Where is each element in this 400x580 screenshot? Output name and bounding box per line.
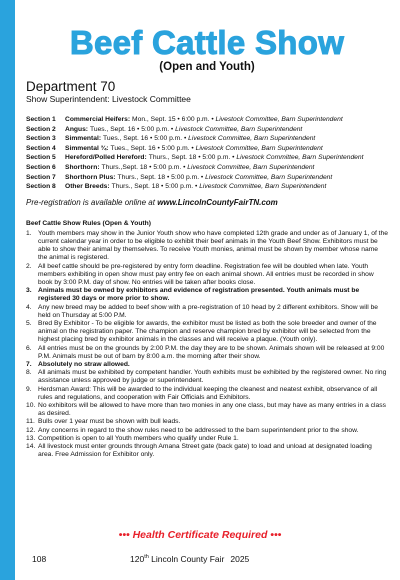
- section-separator: •: [182, 135, 189, 143]
- prereg-url[interactable]: www.LincolnCountyFairTN.com: [157, 197, 278, 207]
- rule-item: [26, 320, 388, 345]
- rule-item: [26, 304, 388, 320]
- section-schedule: Mon., Sept. 15 • 6:00 p.m.: [132, 116, 210, 123]
- rule-item: [26, 287, 388, 303]
- section-committee: Livestock Committee, Barn Superintendent: [175, 125, 303, 133]
- page-title: Beef Cattle Show: [69, 24, 345, 61]
- rule-number: 3.: [26, 287, 32, 295]
- rule-item: [26, 361, 388, 369]
- section-schedule: Thurs., Sept. 18 • 5:00 p.m.: [117, 173, 200, 181]
- health-certificate-note: ••• Health Certificate Required •••: [118, 529, 282, 541]
- section-number: Section 4: [26, 144, 56, 152]
- rule-item: [26, 263, 388, 288]
- rule-number: 13.: [26, 434, 36, 442]
- rule-text: Absolutely no straw allowed.: [38, 361, 130, 368]
- section-committee: Livestock Committee, Barn Superintendent: [199, 183, 327, 191]
- rule-item: [26, 418, 388, 426]
- rule-item: [26, 443, 388, 459]
- rule-item: [26, 386, 388, 402]
- section-row: [26, 115, 388, 125]
- section-breed: Other Breeds:: [65, 183, 110, 191]
- section-schedule: Thurs., Sept. 18 • 5:00 p.m.: [111, 183, 194, 191]
- rule-number: 6.: [26, 344, 32, 352]
- section-committee: Livestock Committee, Barn Superintendent: [188, 135, 316, 143]
- section-row: [26, 153, 388, 163]
- section-row: [26, 125, 388, 135]
- rule-text: Bred By Exhibitor - To be eligible for awards, the exhibitor must be listed as both the sole breeder and owner of the animal on the registration paper. The champion and reserve champion bred by exhibitor will be selected from the highest placing bred by exhibitor animals in the classes and will receive a plaque. (Youth only).: [38, 319, 377, 344]
- rule-text: No exhibitors will be allowed to have more than two monies in any one class, but may have as many entries in a class as desired.: [38, 402, 386, 418]
- page-number: 108: [32, 554, 47, 564]
- section-separator: •: [230, 154, 237, 162]
- section-schedule: Tues., Sept. 16 • 5:00 p.m.: [90, 125, 170, 133]
- rule-number: 7.: [26, 361, 32, 368]
- page-subtitle: (Open and Youth): [159, 61, 255, 73]
- section-separator: •: [199, 173, 206, 181]
- section-separator: •: [169, 125, 176, 133]
- section-row: [26, 144, 388, 154]
- rule-number: 1.: [26, 229, 32, 237]
- rule-text: All entries must be on the grounds by 2:00 P.M. the day they are to be shown. Animals shown will be released at 9:00 P.M. Animals must be out of barn by 8:00 a.m. the morning after their show.: [38, 344, 385, 360]
- rule-item: [26, 230, 388, 263]
- rules-title: Beef Cattle Show Rules (Open & Youth): [26, 219, 151, 227]
- rule-text: Animals must be owned by exhibitors and evidence of registration presented. Youth animals must be registered 30 days or more prior to show.: [38, 287, 360, 303]
- rule-text: All animals must be exhibited by competent handler. Youth exhibits must be exhibited by the registered owner. No ring assistance unless approved by judge or superintendent.: [38, 369, 387, 385]
- page-edge-bar: [0, 0, 15, 580]
- section-row: [26, 163, 388, 173]
- rule-number: 11.: [26, 418, 35, 426]
- section-separator: •: [189, 144, 196, 152]
- prereg-text: Pre-registration is available online at: [26, 197, 158, 207]
- rule-number: 9.: [26, 385, 32, 393]
- rule-number: 4.: [26, 303, 32, 311]
- section-breed: Hereford/Polled Hereford:: [65, 154, 147, 162]
- rule-item: [26, 369, 388, 385]
- section-breed: Angus:: [65, 125, 89, 133]
- section-number: Section 7: [26, 173, 56, 181]
- rules-list: [26, 230, 388, 460]
- rule-number: 12.: [26, 426, 36, 434]
- rule-text: Herdsman Award: This will be awarded to the individual keeping the cleanest and neatest exhibit, observance of all rules and regulations, and cooperation with Fair Officials and Exhibitors.: [38, 385, 378, 401]
- fair-year: 2025: [230, 554, 250, 564]
- section-schedule: Thurs.,Sept. 18 • 5:00 p.m.: [101, 163, 182, 171]
- rule-number: 5.: [26, 319, 32, 327]
- rule-item: [26, 435, 388, 443]
- rule-item: [26, 345, 388, 361]
- rule-text: All beef cattle should be pre-registered by entry form deadline. Registration fee will be doubled when late. Youth members exhibiting in open show must pay entry fee on each animal shown. All entries must be recorded in show book by 3:00 P.M. day of show. No entries will be taken after books close.: [38, 262, 374, 286]
- preregistration-note: [26, 198, 388, 207]
- rule-number: 10.: [26, 402, 36, 410]
- fair-name: [130, 554, 249, 564]
- rule-number: 14.: [26, 443, 36, 451]
- section-schedule: Tues., Sept. 16 • 5:00 p.m.: [110, 144, 190, 152]
- section-separator: •: [193, 183, 200, 191]
- section-row: [26, 182, 388, 192]
- section-number: Section 6: [26, 163, 56, 171]
- section-number: Section 1: [26, 116, 56, 123]
- section-breed: Simmental ¾:: [65, 144, 109, 152]
- rule-text: All livestock must enter grounds through Amana Street gate (back gate) to load and unload at designated loading area. Free Admission for Exhibitor only.: [38, 443, 372, 459]
- section-breed: Shorthorn Plus:: [65, 173, 116, 181]
- section-committee: Livestock Committee, Barn Superintendent: [187, 163, 315, 171]
- section-number: Section 2: [26, 125, 56, 133]
- section-committee: Livestock Committee, Barn Superintendent: [195, 144, 323, 152]
- section-breed: Simmental:: [65, 135, 102, 143]
- rule-text: Competition is open to all Youth members who qualify under Rule 1.: [38, 434, 239, 442]
- rule-text: Youth members may show in the Junior Youth show who have completed 12th grade and under as of January 1, of the current calendar year in order to be eligible to exhibit their beef animals in the Youth Beef Show. Exhibitors must be able to show their animal by themselves. To receive Youth monies, animal must be shown by member whose name the animal is registered.: [38, 229, 388, 262]
- section-number: Section 8: [26, 183, 56, 191]
- section-number: Section 3: [26, 135, 56, 143]
- fair-title: Lincoln County Fair: [148, 554, 225, 564]
- section-row: [26, 173, 388, 183]
- section-separator: •: [181, 163, 188, 171]
- section-committee: Livestock Committee, Barn Superintendent: [215, 116, 343, 123]
- section-separator: •: [209, 116, 216, 123]
- section-breed: Commercial Heifers:: [65, 116, 131, 123]
- rule-text: Any concerns in regard to the show rules need to be addressed to the barn superintendent prior to the show.: [38, 426, 359, 434]
- rule-text: Bulls over 1 year must be shown with bull leads.: [38, 418, 181, 426]
- fair-ordinal: th: [144, 554, 149, 561]
- sections-list: [26, 115, 388, 192]
- section-schedule: Thurs., Sept. 18 • 5:00 p.m.: [148, 154, 231, 162]
- show-superintendent: Show Superintendent: Livestock Committee: [26, 94, 191, 104]
- section-committee: Livestock Committee, Barn Superintendent: [236, 154, 364, 162]
- page-content: [26, 0, 388, 459]
- rule-number: 8.: [26, 369, 32, 377]
- rule-text: Any new breed may be added to beef show with a pre-registration of 10 head by 2 different exhibitors. Show will be held on Thursday at 5:00 P.M.: [38, 303, 379, 319]
- section-number: Section 5: [26, 154, 56, 162]
- fair-number: 120: [130, 554, 145, 564]
- rule-number: 2.: [26, 262, 32, 270]
- rule-item: [26, 402, 388, 418]
- section-committee: Livestock Committee, Barn Superintendent: [205, 173, 333, 181]
- rule-item: [26, 427, 388, 435]
- section-breed: Shorthorn:: [65, 163, 100, 171]
- department-heading: Department 70: [26, 79, 116, 94]
- section-schedule: Tues., Sept. 16 • 5:00 p.m.: [103, 135, 183, 143]
- section-row: [26, 134, 388, 144]
